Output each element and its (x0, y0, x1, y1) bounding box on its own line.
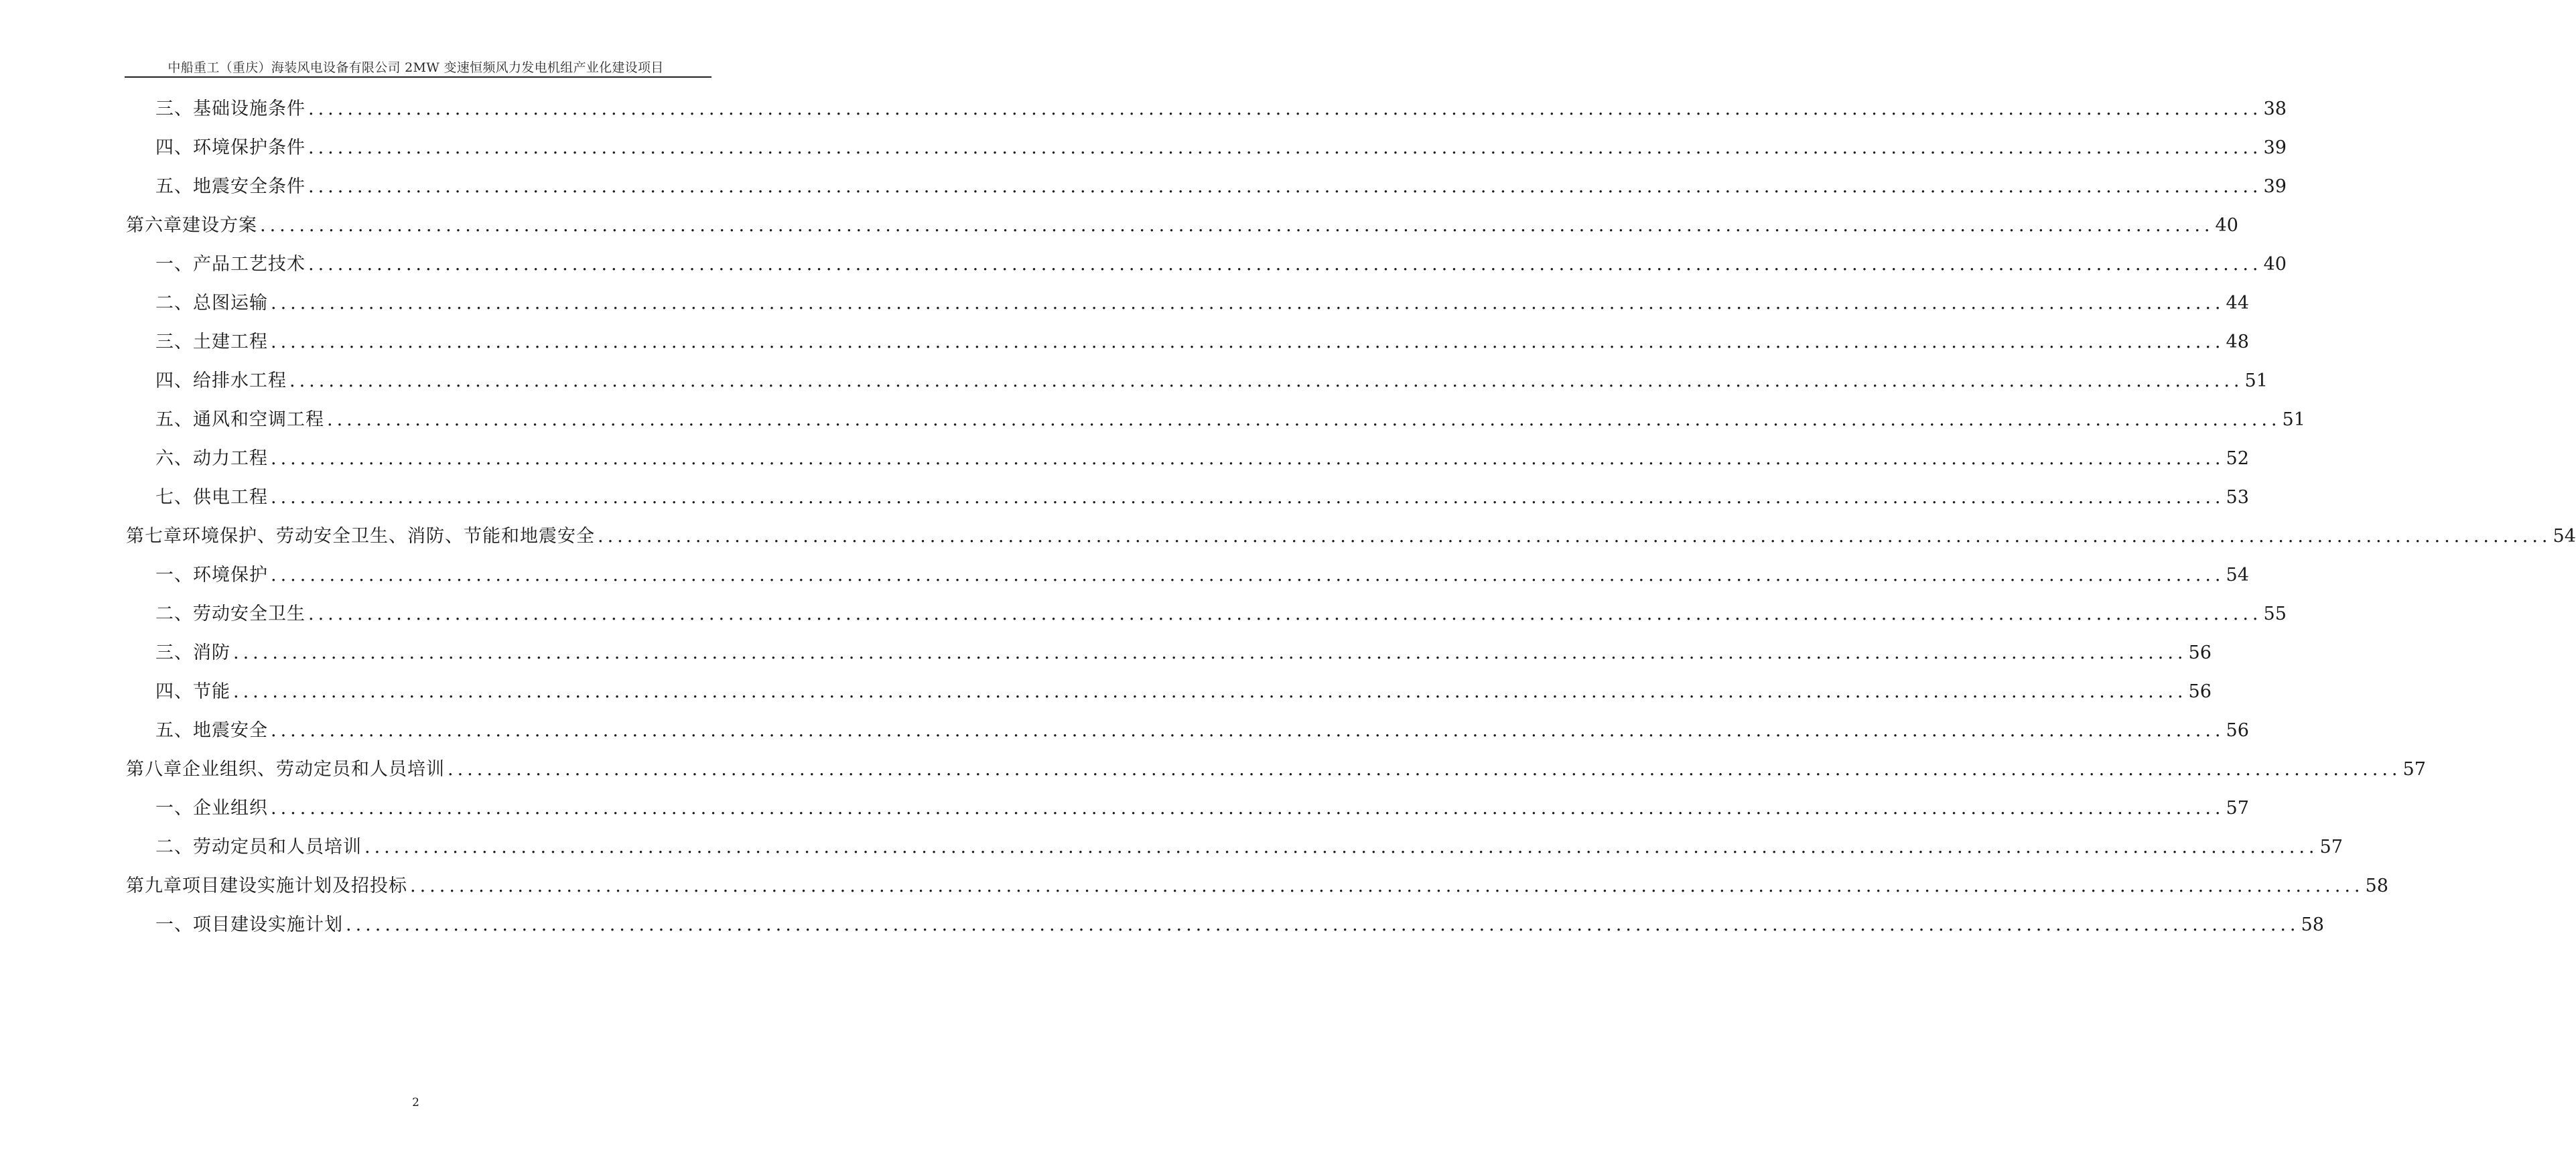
toc-entry-page: 51 (2282, 409, 2305, 430)
toc-entry-page: 57 (2226, 798, 2249, 819)
toc-leader-dots: ........................................................................................................................................................................................................ (260, 215, 2214, 236)
toc-leader-dots: ........................................................................................................................................................................................................ (233, 681, 2187, 702)
toc-entry[interactable] (155, 135, 2287, 161)
toc-leader-dots: ........................................................................................................................................................................................................ (308, 176, 2262, 197)
toc-entry-label: 四、环境保护条件 (155, 137, 306, 158)
toc-entry-label: 一、产品工艺技术 (155, 254, 306, 275)
toc-entry[interactable] (155, 174, 2287, 200)
toc-entry[interactable] (155, 679, 2212, 705)
toc-chapter-number: 第八章 (126, 759, 182, 780)
toc-entry-page: 53 (2226, 487, 2249, 508)
toc-entry-label: 四、给排水工程 (155, 370, 287, 391)
toc-leader-dots: ........................................................................................................................................................................................................ (271, 448, 2225, 469)
toc-entry-page: 54 (2553, 526, 2576, 547)
toc-entry-page: 58 (2301, 914, 2324, 935)
toc-entry-page: 52 (2226, 448, 2249, 469)
toc-entry-page: 55 (2263, 604, 2287, 624)
toc-entry-page: 56 (2188, 642, 2212, 663)
toc-entry-label: 二、劳动定员和人员培训 (155, 837, 362, 857)
toc-entry-label: 六、动力工程 (155, 448, 268, 469)
toc-leader-dots: ........................................................................................................................................................................................................ (271, 565, 2225, 585)
toc-entry-page: 57 (2402, 759, 2426, 780)
toc-entry-page: 40 (2215, 215, 2238, 236)
toc-entry-label: 四、节能 (155, 681, 230, 702)
toc-entry-page: 54 (2226, 565, 2249, 585)
toc-chapter-entry[interactable] (126, 212, 2238, 239)
toc-leader-dots: ........................................................................................................................................................................................................ (364, 837, 2319, 857)
toc-entry-page: 39 (2263, 137, 2287, 158)
toc-entry-label: 三、消防 (155, 642, 230, 663)
toc-entry[interactable] (155, 717, 2249, 744)
toc-entry-label: 三、基础设施条件 (155, 98, 306, 119)
toc-entry[interactable] (155, 834, 2343, 861)
toc-entry[interactable] (155, 368, 2268, 395)
toc-entry-label: 环境保护、劳动安全卫生、消防、节能和地震安全 (182, 526, 595, 547)
toc-entry-page: 57 (2319, 837, 2343, 857)
toc-leader-dots: ........................................................................................................................................................................................................ (308, 98, 2262, 119)
toc-leader-dots: ........................................................................................................................................................................................................ (448, 759, 2402, 780)
toc-entry[interactable] (155, 407, 2305, 433)
toc-entry-label: 一、环境保护 (155, 565, 268, 585)
toc-entry-page: 40 (2263, 254, 2287, 275)
toc-entry[interactable] (155, 329, 2249, 356)
toc-leader-dots: ........................................................................................................................................................................................................ (271, 720, 2225, 741)
toc-entry-page: 58 (2365, 876, 2388, 896)
toc-leader-dots: ........................................................................................................................................................................................................ (598, 526, 2552, 547)
toc-chapter-entry[interactable] (126, 756, 2426, 783)
toc-leader-dots: ........................................................................................................................................................................................................ (410, 876, 2364, 896)
toc-entry-label: 建设方案 (182, 215, 257, 236)
toc-entry-label: 项目建设实施计划及招投标 (182, 876, 407, 896)
toc-entry-label: 五、通风和空调工程 (155, 409, 324, 430)
toc-entry[interactable] (155, 601, 2287, 628)
page-number: 2 (412, 1096, 419, 1109)
toc-entry-label: 二、总图运输 (155, 293, 268, 314)
toc-leader-dots: ........................................................................................................................................................................................................ (271, 798, 2225, 819)
toc-entry-label: 一、企业组织 (155, 798, 268, 819)
toc-entry[interactable] (155, 96, 2287, 123)
toc-entry[interactable] (155, 640, 2212, 667)
toc-entry[interactable] (155, 795, 2249, 822)
toc-entry[interactable] (155, 445, 2249, 472)
toc-entry[interactable] (155, 251, 2287, 278)
page-header-title: 中船重工（重庆）海装风电设备有限公司 2MW 变速恒频风力发电机组产业化建设项目 (167, 60, 664, 75)
toc-leader-dots: ........................................................................................................................................................................................................ (289, 370, 2244, 391)
toc-leader-dots: ........................................................................................................................................................................................................ (308, 604, 2262, 624)
toc-chapter-number: 第九章 (126, 876, 182, 896)
toc-entry-label: 七、供电工程 (155, 487, 268, 508)
toc-entry[interactable] (155, 562, 2249, 589)
toc-leader-dots: ........................................................................................................................................................................................................ (327, 409, 2281, 430)
toc-entry[interactable] (155, 290, 2249, 317)
toc-chapter-entry[interactable] (126, 523, 2576, 550)
toc-leader-dots: ........................................................................................................................................................................................................ (271, 487, 2225, 508)
toc-entry-page: 38 (2263, 98, 2287, 119)
toc-entry-label: 五、地震安全条件 (155, 176, 306, 197)
toc-entry-label: 三、土建工程 (155, 332, 268, 352)
toc-leader-dots: ........................................................................................................................................................................................................ (308, 137, 2262, 158)
toc-leader-dots: ........................................................................................................................................................................................................ (271, 332, 2225, 352)
toc-entry-page: 56 (2226, 720, 2249, 741)
toc-entry-label: 企业组织、劳动定员和人员培训 (182, 759, 445, 780)
toc-entry-page: 44 (2226, 293, 2249, 314)
toc-entry-label: 一、项目建设实施计划 (155, 914, 343, 935)
toc-chapter-number: 第六章 (126, 215, 182, 236)
toc-chapter-entry[interactable] (126, 873, 2388, 900)
toc-entry-page: 48 (2226, 332, 2249, 352)
toc-leader-dots: ........................................................................................................................................................................................................ (271, 293, 2225, 314)
toc-entry-page: 51 (2244, 370, 2268, 391)
toc-entry-label: 五、地震安全 (155, 720, 268, 741)
toc-entry-page: 56 (2188, 681, 2212, 702)
toc-entry[interactable] (155, 484, 2249, 511)
toc-leader-dots: ........................................................................................................................................................................................................ (308, 254, 2262, 275)
toc-entry-page: 39 (2263, 176, 2287, 197)
toc-leader-dots: ........................................................................................................................................................................................................ (233, 642, 2187, 663)
toc-entry-label: 二、劳动安全卫生 (155, 604, 306, 624)
toc-chapter-number: 第七章 (126, 526, 182, 547)
toc-entry[interactable] (155, 912, 2324, 939)
toc-leader-dots: ........................................................................................................................................................................................................ (346, 914, 2300, 935)
